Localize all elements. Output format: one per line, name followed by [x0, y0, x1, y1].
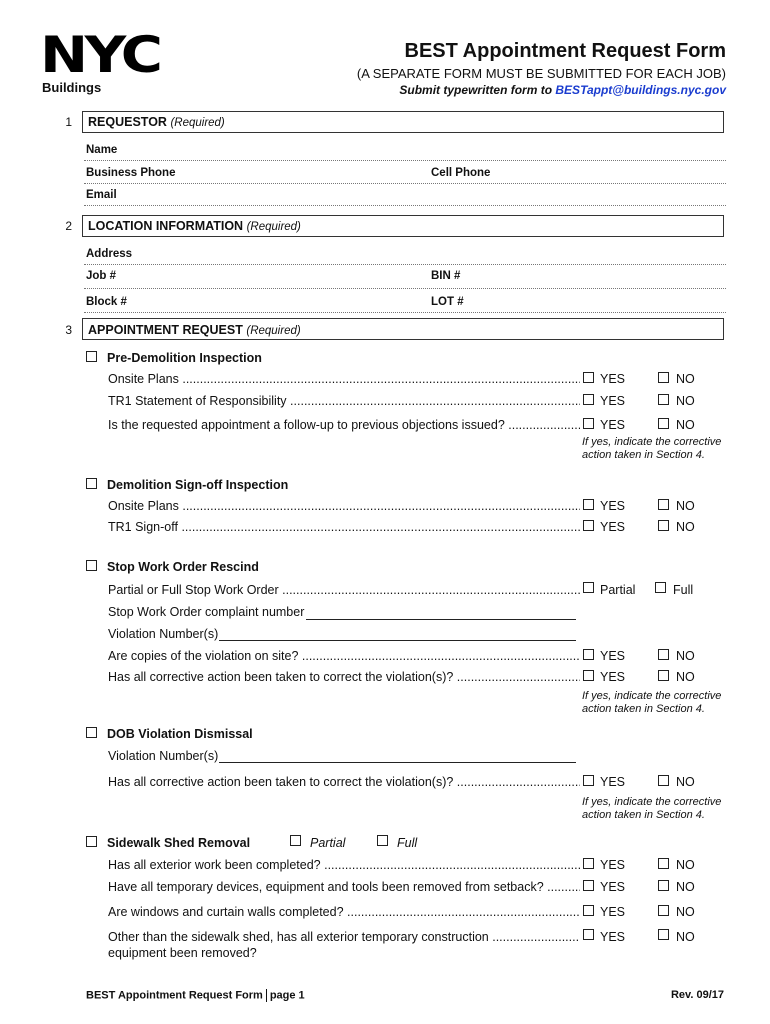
- dob-corrective-yes-checkbox[interactable]: [583, 775, 594, 786]
- form-title: BEST Appointment Request Form: [404, 40, 726, 62]
- swo-corrective-question: Has all corrective action been taken to correct the violation(s)? .....: [108, 670, 580, 684]
- no-label: NO: [676, 775, 695, 789]
- swo-corrective-yes-checkbox[interactable]: [583, 670, 594, 681]
- block-lot-field[interactable]: [84, 312, 726, 313]
- yes-label: YES: [600, 499, 626, 513]
- temporary-construction-yes-checkbox[interactable]: [583, 929, 594, 940]
- violation-copies-yes-checkbox[interactable]: [583, 649, 594, 660]
- pre-demolition-checkbox[interactable]: [86, 351, 97, 362]
- temporary-devices-question: Have all temporary devices, equipment and tools been removed from setback? .....: [108, 880, 580, 894]
- yes-label: YES: [600, 418, 626, 432]
- no-label: NO: [676, 880, 695, 894]
- follow-up-no-checkbox[interactable]: [658, 418, 669, 429]
- pre-demolition-title: Pre-Demolition Inspection: [107, 351, 262, 365]
- windows-question: Are windows and curtain walls completed? .....: [108, 905, 580, 919]
- section-1-number: 1: [65, 115, 72, 129]
- address-label: Address: [86, 248, 133, 260]
- tr1-signoff-no-checkbox[interactable]: [658, 520, 669, 531]
- follow-up-yes-checkbox[interactable]: [583, 418, 594, 429]
- corrective-action-note: If yes, indicate the corrective action taken in Section 4.: [582, 796, 722, 821]
- address-field[interactable]: [84, 264, 726, 265]
- partial-label: Partial: [600, 583, 636, 597]
- page-number: page 1: [269, 989, 305, 1002]
- sidewalk-full-label: Full: [397, 836, 418, 850]
- email-field[interactable]: [84, 205, 726, 206]
- sidewalk-shed-title: Sidewalk Shed Removal: [107, 836, 251, 850]
- no-label: NO: [676, 905, 695, 919]
- cell-phone-label: Cell Phone: [431, 167, 491, 179]
- windows-no-checkbox[interactable]: [658, 905, 669, 916]
- onsite-plans-yes-checkbox[interactable]: [583, 372, 594, 383]
- lot-label: LOT #: [431, 296, 464, 308]
- sidewalk-shed-checkbox[interactable]: [86, 836, 97, 847]
- tr1-statement-no-checkbox[interactable]: [658, 394, 669, 405]
- job-label: Job #: [86, 270, 117, 282]
- section-1-title: REQUESTOR (Required): [88, 115, 225, 129]
- form-subtitle: (A SEPARATE FORM MUST BE SUBMITTED FOR EACH JOB): [356, 66, 726, 81]
- yes-label: YES: [600, 649, 626, 663]
- submit-instruction: [399, 83, 726, 97]
- violation-copies-question: Are copies of the violation on site? .....: [108, 649, 580, 663]
- demolition-signoff-checkbox[interactable]: [86, 478, 97, 489]
- signoff-onsite-plans-yes-checkbox[interactable]: [583, 499, 594, 510]
- tr1-statement-question: TR1 Statement of Responsibility .....: [108, 394, 580, 408]
- business-phone-label: Business Phone: [86, 167, 176, 179]
- swo-violation-numbers-input[interactable]: [219, 640, 576, 641]
- yes-label: YES: [600, 520, 626, 534]
- no-label: NO: [676, 499, 695, 513]
- no-label: NO: [676, 394, 695, 408]
- no-label: NO: [676, 670, 695, 684]
- dob-corrective-no-checkbox[interactable]: [658, 775, 669, 786]
- phone-field[interactable]: [84, 183, 726, 184]
- complaint-number-label: Stop Work Order complaint number: [108, 605, 305, 619]
- sidewalk-full-checkbox[interactable]: [377, 835, 388, 846]
- exterior-work-yes-checkbox[interactable]: [583, 858, 594, 869]
- no-label: NO: [676, 418, 695, 432]
- signoff-onsite-plans-question: Onsite Plans .....: [108, 499, 580, 513]
- tr1-statement-yes-checkbox[interactable]: [583, 394, 594, 405]
- buildings-label: Buildings: [42, 80, 102, 95]
- yes-label: YES: [600, 858, 626, 872]
- yes-label: YES: [600, 775, 626, 789]
- nyc-logo: NYC: [40, 26, 160, 84]
- section-2-number: 2: [65, 219, 72, 233]
- yes-label: YES: [600, 930, 626, 944]
- yes-label: YES: [600, 394, 626, 408]
- swo-violation-numbers-label: Violation Number(s): [108, 627, 219, 641]
- stop-work-order-checkbox[interactable]: [86, 560, 97, 571]
- signoff-onsite-plans-no-checkbox[interactable]: [658, 499, 669, 510]
- yes-label: YES: [600, 670, 626, 684]
- temporary-construction-no-checkbox[interactable]: [658, 929, 669, 940]
- dob-violation-checkbox[interactable]: [86, 727, 97, 738]
- section-3-title: APPOINTMENT REQUEST (Required): [88, 323, 301, 337]
- tr1-signoff-yes-checkbox[interactable]: [583, 520, 594, 531]
- temporary-construction-question: Other than the sidewalk shed, has all exterior temporary construction .....: [108, 930, 580, 944]
- corrective-action-note: If yes, indicate the corrective action taken in Section 4.: [582, 690, 722, 715]
- partial-full-question: Partial or Full Stop Work Order .....: [108, 583, 580, 597]
- temporary-construction-question-cont: equipment been removed?: [108, 946, 257, 960]
- no-label: NO: [676, 858, 695, 872]
- complaint-number-input[interactable]: [306, 619, 576, 620]
- yes-label: YES: [600, 880, 626, 894]
- exterior-work-no-checkbox[interactable]: [658, 858, 669, 869]
- no-label: NO: [676, 930, 695, 944]
- sidewalk-partial-checkbox[interactable]: [290, 835, 301, 846]
- no-label: NO: [676, 520, 695, 534]
- block-label: Block #: [86, 296, 127, 308]
- yes-label: YES: [600, 372, 626, 386]
- corrective-action-note: If yes, indicate the corrective action taken in Section 4.: [582, 436, 722, 461]
- job-bin-field[interactable]: [84, 288, 726, 289]
- yes-label: YES: [600, 905, 626, 919]
- name-label: Name: [86, 144, 118, 156]
- violation-copies-no-checkbox[interactable]: [658, 649, 669, 660]
- no-label: NO: [676, 649, 695, 663]
- follow-up-question: Is the requested appointment a follow-up to previous objections issued? .....: [108, 418, 580, 432]
- sidewalk-partial-label: Partial: [310, 836, 346, 850]
- tr1-signoff-question: TR1 Sign-off .....: [108, 520, 580, 534]
- revision-label: Rev. 09/17: [670, 989, 724, 1001]
- demolition-signoff-title: Demolition Sign-off Inspection: [107, 478, 289, 492]
- section-3-number: 3: [65, 323, 72, 337]
- full-label: Full: [673, 583, 694, 597]
- email-label: Email: [86, 189, 117, 201]
- exterior-work-question: Has all exterior work been completed? .....: [108, 858, 580, 872]
- bin-label: BIN #: [431, 270, 461, 282]
- temporary-devices-yes-checkbox[interactable]: [583, 880, 594, 891]
- name-field[interactable]: [84, 160, 726, 161]
- swo-partial-checkbox[interactable]: [583, 582, 594, 593]
- dob-violation-numbers-label: Violation Number(s): [108, 749, 219, 763]
- dob-violation-numbers-input[interactable]: [219, 762, 576, 763]
- onsite-plans-no-checkbox[interactable]: [658, 372, 669, 383]
- no-label: NO: [676, 372, 695, 386]
- section-2-title: LOCATION INFORMATION (Required): [88, 219, 301, 233]
- dob-violation-title: DOB Violation Dismissal: [107, 727, 253, 741]
- swo-full-checkbox[interactable]: [655, 582, 666, 593]
- onsite-plans-question: Onsite Plans .....: [108, 372, 580, 386]
- windows-yes-checkbox[interactable]: [583, 905, 594, 916]
- submit-prefix: Submit typewritten form to: [399, 83, 556, 97]
- submit-email-link[interactable]: BESTappt@buildings.nyc.gov: [555, 83, 726, 97]
- dob-corrective-question: Has all corrective action been taken to correct the violation(s)? .....: [108, 775, 580, 789]
- temporary-devices-no-checkbox[interactable]: [658, 880, 669, 891]
- stop-work-order-title: Stop Work Order Rescind: [107, 560, 259, 574]
- footer-form-name: BEST Appointment Request Form page 1: [86, 989, 305, 1002]
- swo-corrective-no-checkbox[interactable]: [658, 670, 669, 681]
